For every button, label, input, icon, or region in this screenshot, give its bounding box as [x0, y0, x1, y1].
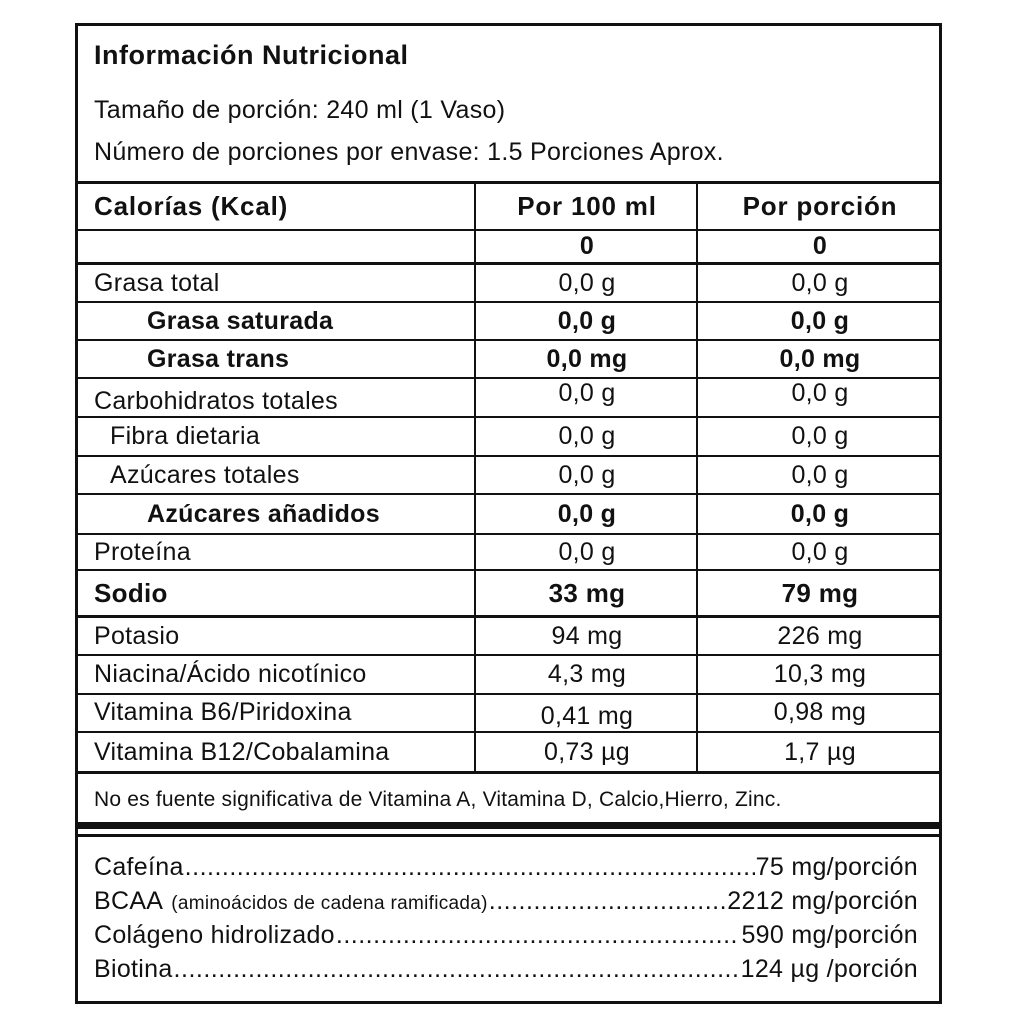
nutrient-per-serving: 79 mg [781, 578, 859, 608]
panel-title: Información Nutricional [94, 40, 409, 70]
footnote: No es fuente significativa de Vitamina A, Vitamina D, Calcio,Hierro, Zinc. [94, 788, 782, 811]
nutrient-per-100ml: 0,0 g [558, 268, 616, 297]
nutrient-per-100ml: 0,0 g [557, 306, 617, 335]
nutrient-per-serving: 10,3 mg [773, 660, 867, 688]
nutrient-per-100ml: 0,0 mg [546, 344, 628, 373]
nutrient-per-100ml: 33 mg [548, 578, 626, 608]
extra-value: 75 mg/porción [755, 853, 918, 881]
extra-value: 124 µg /porción [740, 955, 918, 983]
divider [78, 834, 939, 837]
extra-name: BCAA [94, 887, 164, 915]
nutrient-name: Proteína [94, 537, 191, 566]
extra-detail: (aminoácidos de cadena ramificada) [171, 893, 488, 914]
nutrient-per-serving: 0,0 g [790, 499, 850, 528]
calories-per-serving: 0 [812, 232, 828, 260]
nutrient-name: Azúcares totales [110, 460, 300, 489]
extra-name: Colágeno hidrolizado [94, 921, 335, 949]
nutrient-name: Potasio [94, 622, 180, 650]
extra-value: 590 mg/porción [741, 921, 918, 949]
extra-name: Cafeína [94, 853, 184, 881]
nutrient-per-serving: 0,0 g [791, 422, 849, 450]
nutrient-per-serving: 0,0 mg [779, 344, 861, 373]
nutrient-per-serving: 0,0 g [790, 306, 850, 335]
nutrient-per-100ml: 0,41 mg [540, 701, 634, 730]
nutrient-per-serving: 0,0 g [791, 537, 849, 566]
nutrient-per-serving: 0,0 g [791, 460, 849, 489]
extra-name: Biotina [94, 955, 173, 983]
nutrient-per-100ml: 94 mg [551, 622, 623, 650]
nutrient-per-100ml: 0,73 µg [543, 738, 630, 766]
nutrient-name: Vitamina B6/Piridoxina [94, 697, 352, 726]
servings-per-container: Número de porciones por envase: 1.5 Porciones Aprox. [94, 138, 724, 166]
nutrient-per-serving: 0,98 mg [773, 697, 867, 726]
dot-leader [336, 921, 741, 950]
nutrition-facts-panel [75, 23, 942, 1004]
nutrient-per-serving: 226 mg [777, 622, 863, 650]
dot-leader [489, 887, 727, 916]
extra-row [94, 887, 918, 916]
nutrient-per-100ml: 0,0 g [558, 537, 616, 566]
calories-header: Calorías (Kcal) [94, 191, 289, 221]
nutrient-name: Fibra dietaria [110, 422, 261, 450]
extra-row [94, 921, 918, 950]
extra-value: 2212 mg/porción [727, 887, 918, 915]
per-100ml-header: Por 100 ml [517, 191, 657, 221]
nutrient-per-serving: 0,0 g [791, 379, 849, 407]
nutrient-name: Azúcares añadidos [147, 499, 380, 528]
nutrient-per-100ml: 4,3 mg [547, 660, 627, 688]
nutrient-name: Grasa total [94, 268, 220, 297]
extra-row [94, 853, 918, 882]
nutrient-name: Sodio [94, 578, 168, 608]
dot-leader [185, 853, 755, 882]
nutrient-name: Grasa trans [147, 344, 290, 373]
nutrient-per-serving: 0,0 g [791, 268, 849, 297]
nutrient-per-100ml: 0,0 g [558, 460, 616, 489]
nutrient-per-serving: 1,7 µg [784, 738, 856, 766]
nutrient-name: Grasa saturada [147, 306, 334, 335]
extra-row [94, 955, 918, 984]
per-serving-header: Por porción [742, 191, 898, 221]
nutrient-per-100ml: 0,0 g [558, 379, 616, 407]
calories-per-100ml: 0 [579, 232, 595, 260]
nutrient-per-100ml: 0,0 g [558, 422, 616, 450]
nutrient-per-100ml: 0,0 g [557, 499, 617, 528]
nutrient-name: Vitamina B12/Cobalamina [94, 738, 390, 766]
nutrient-name: Niacina/Ácido nicotínico [94, 660, 367, 688]
dot-leader [174, 955, 740, 984]
thick-divider [78, 822, 939, 829]
nutrient-name: Carbohidratos totales [94, 387, 338, 415]
serving-size: Tamaño de porción: 240 ml (1 Vaso) [94, 96, 506, 124]
